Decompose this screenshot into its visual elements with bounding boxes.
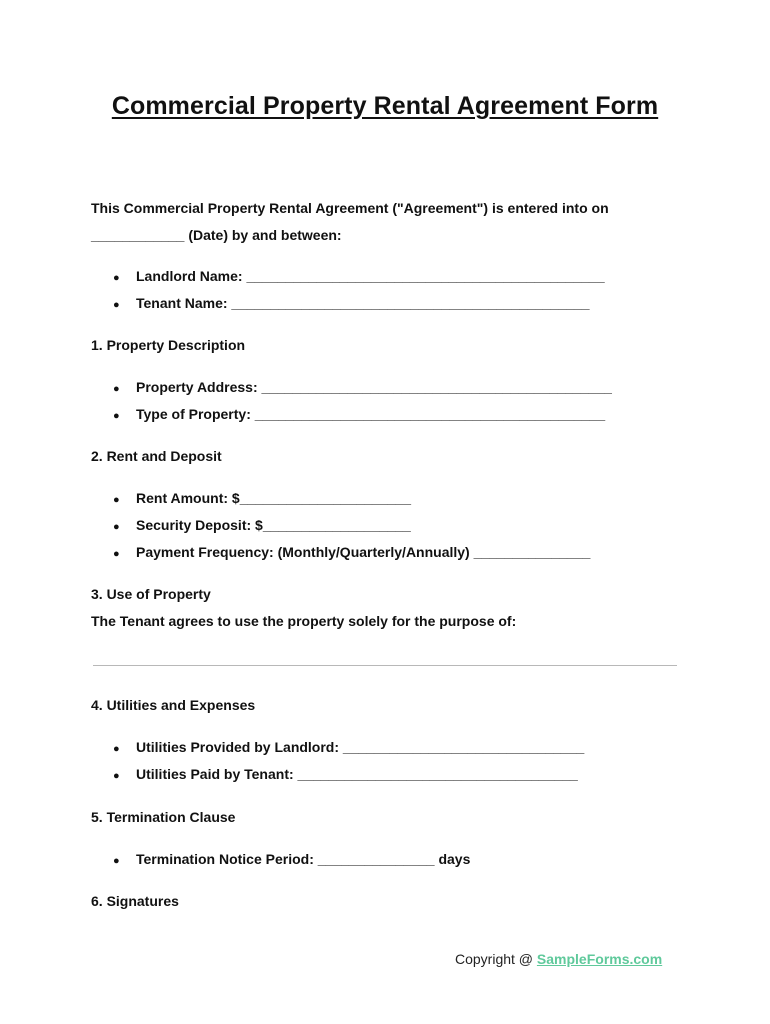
bullet-icon: ● bbox=[113, 548, 120, 560]
bullet-icon: ● bbox=[113, 521, 120, 533]
security-deposit-field[interactable] bbox=[113, 516, 411, 536]
section-heading-use-of-property: 3. Use of Property bbox=[91, 586, 211, 602]
intro-line-2: ____________ (Date) by and between: bbox=[91, 227, 342, 243]
field-label: Utilities Paid by Tenant: ____________________________________ bbox=[136, 766, 578, 782]
rent-amount-field[interactable] bbox=[113, 489, 411, 509]
field-label: Type of Property: _____________________________________________ bbox=[136, 406, 606, 422]
landlord-name-field[interactable] bbox=[113, 267, 605, 287]
tenant-name-field[interactable] bbox=[113, 294, 590, 314]
section-heading-utilities: 4. Utilities and Expenses bbox=[91, 697, 256, 713]
section-heading-termination: 5. Termination Clause bbox=[91, 809, 236, 825]
field-label: Tenant Name: ______________________________________________ bbox=[136, 295, 590, 311]
bullet-icon: ● bbox=[113, 855, 120, 867]
bullet-icon: ● bbox=[113, 743, 120, 755]
use-of-property-text: The Tenant agrees to use the property solely for the purpose of: bbox=[91, 613, 517, 629]
utilities-tenant-field[interactable] bbox=[113, 765, 578, 785]
type-of-property-field[interactable] bbox=[113, 405, 605, 425]
utilities-landlord-field[interactable] bbox=[113, 738, 584, 758]
field-label: Property Address: _____________________________________________ bbox=[136, 379, 612, 395]
field-label: Rent Amount: $______________________ bbox=[136, 490, 411, 506]
field-label: Utilities Provided by Landlord: _______________________________ bbox=[136, 739, 585, 755]
intro-line-1: This Commercial Property Rental Agreement ("Agreement") is entered into on bbox=[91, 200, 609, 216]
field-label: Payment Frequency: (Monthly/Quarterly/Annually) _______________ bbox=[136, 544, 591, 560]
purpose-answer-line[interactable] bbox=[93, 665, 677, 666]
payment-frequency-field[interactable] bbox=[113, 543, 590, 563]
bullet-icon: ● bbox=[113, 410, 120, 422]
page-title: Commercial Property Rental Agreement Form bbox=[111, 92, 659, 120]
field-label: Termination Notice Period: _______________ days bbox=[136, 851, 471, 867]
field-label: Landlord Name: ______________________________________________ bbox=[136, 268, 605, 284]
sampleforms-link[interactable]: SampleForms.com bbox=[536, 951, 663, 967]
bullet-icon: ● bbox=[113, 494, 120, 506]
bullet-icon: ● bbox=[113, 770, 120, 782]
section-heading-property-description: 1. Property Description bbox=[91, 337, 246, 353]
section-heading-rent-deposit: 2. Rent and Deposit bbox=[91, 448, 222, 464]
bullet-icon: ● bbox=[113, 299, 120, 311]
property-address-field[interactable] bbox=[113, 378, 612, 398]
termination-notice-field[interactable] bbox=[113, 850, 470, 870]
section-heading-signatures: 6. Signatures bbox=[91, 893, 179, 909]
bullet-icon: ● bbox=[113, 272, 120, 284]
bullet-icon: ● bbox=[113, 383, 120, 395]
copyright-footer bbox=[455, 950, 662, 968]
copyright-text: Copyright @ bbox=[455, 951, 537, 967]
field-label: Security Deposit: $___________________ bbox=[136, 517, 411, 533]
